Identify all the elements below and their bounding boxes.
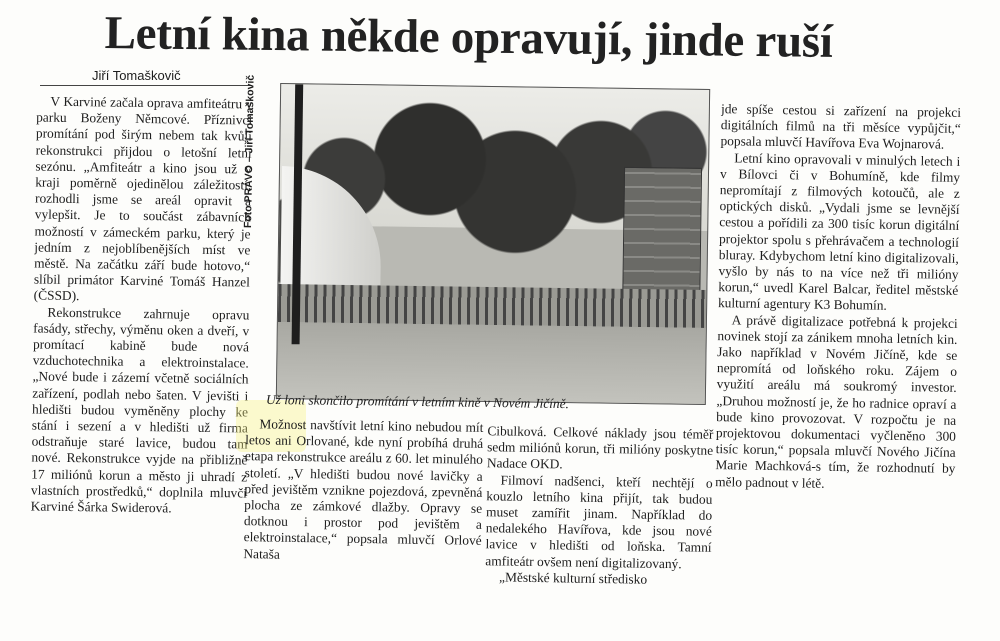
photo-credit: Foto PRÁVO – Jiří Tomaškovič [242, 74, 257, 229]
byline: Jiří Tomaškovič [40, 68, 252, 86]
paragraph: Letní kino opravovali v minulých letech i v Bílovci či v Bohumíně, kde filmy nepromítají z filmových kotoučů, ale z optických disků. „Vydali jsme se levnější cestou a pořídili za 300 tisíc korun digitální projektor spolu s přehrávačem a technologií bluray. Kdybychom letní kino digitalizovali, vyšlo by nás to na více než tři milióny korun,“ uvedl Karel Balcar, ředitel městské kulturní agentury K3 Bohumín. [717, 149, 961, 314]
paragraph: jde spíše cestou si zařízení na projekci digitálních filmů na tři měsíce vypůjčit,“ popsala mluvčí Havířova Eva Wojnarová. [720, 101, 962, 153]
paragraph: V Karviné začala oprava amfiteátru v parku Boženy Němcové. Příznivci promítání pod širým nebem tak kvůli rekonstrukci přijdou o letošní letní sezónu. „Amfiteátr a kino jsou už v kraji poměrně ojedinělou záležitostí, rozhodli jsme se areál opravit a vylepšit. Je to součást zábavních možností v zámeckém parku, který je jedním z nejoblíbenějších míst ve městě. Na začátku září bude hotovo,“ slíbil primátor Karviné Tomáš Hanzel (ČSSD). [33, 93, 253, 304]
paragraph: Možnost navštívit letní kino nebudou mít letos ani Orlované, kde nyní probíhá druhá etapa rekonstrukce areálu z 60. let minulého století. „V hledišti budou nové lavičky a před jevištěm vznikne pojezdová, zpevněná plocha ze zámkové dlažby. Opravy se dotknou i prostor pod jevištěm a elektroinstalace,“ popsala mluvčí Orlové Nataša [243, 416, 484, 562]
article-column-3 [485, 423, 714, 617]
article-column-1 [30, 94, 253, 597]
paragraph: Filmoví nadšenci, kteří nechtějí o kouzlo letního kina přijít, tak budou muset zamířit jinam. Například do nedalekého Havířova, kde jsou nové lavice v hledišti od loňska. Tamní amfiteátr ovšem není digitalizovaný. [485, 472, 713, 571]
paragraph: A právě digitalizace potřebná k projekci novinek stojí za zánikem mnoha letních kin. Jako například v Novém Jičíně, kde se nepromítá od loňského roku. Zájem o využití areálu má soukromý investor. „Druhou možností je, že ho radnice opraví a bude kino provozovat. V rozpočtu je na projektovou dokumentaci vyčleněno 300 tisíc korun,“ popsala mluvčí Nového Jičína Marie Machková-s tím, že rozhodnutí by mělo padnout v létě. [715, 311, 958, 491]
photo-caption: Už loni skončilo promítání v letním kině v Novém Jičíně. [265, 391, 570, 412]
headline: Letní kina někde opravují, jinde ruší [104, 6, 833, 68]
article-column-2 [242, 416, 483, 620]
photo-seating [278, 284, 706, 328]
paragraph: „Městské kulturní středisko [498, 569, 648, 587]
photo-projection-building [622, 167, 702, 300]
article-column-4 [713, 101, 961, 635]
paragraph: Rekonstrukce zahrnuje opravu fasády, střechy, výměnu oken a dveří, v promítací kabině bude nová vzduchotechnika a elektroinstalace. „Nové bude i zázemí včetně sociálních zařízení, podlah nebo šaten. V jevišti i hledišti budou vyměněny plochy ke stání i sezení a v hledišti už firma odstraňuje staré lavice, budou tam nové. Rekonstrukce vyjde na přibližně 17 miliónů korun a město ji uhradí z vlastních prostředků,“ doplnila mluvčí Karviné Šárka Swiderová. [30, 304, 250, 516]
photo-open-air-cinema [276, 83, 710, 405]
paragraph: Cibulková. Celkové náklady jsou téměř sedm miliónů korun, tři milióny poskytne Nadace OKD. [486, 423, 714, 472]
